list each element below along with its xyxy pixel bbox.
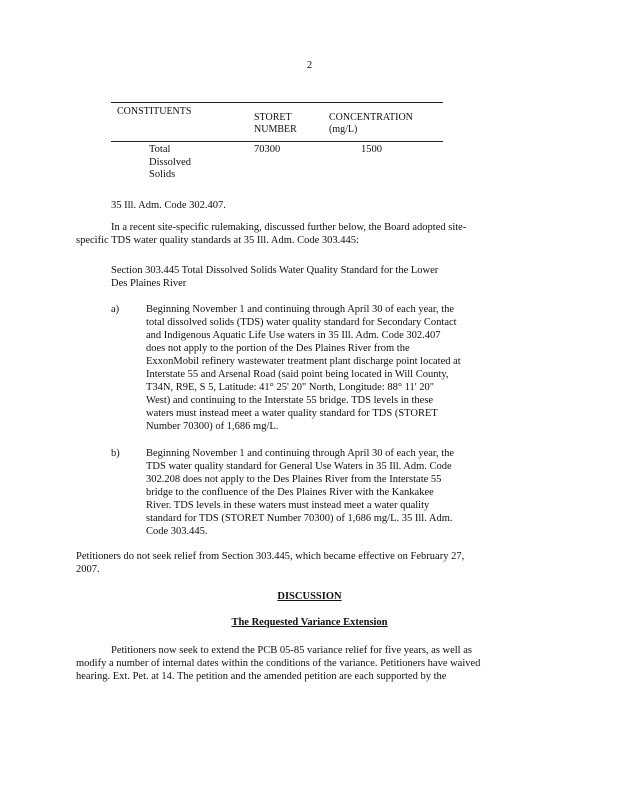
item-a — [111, 303, 561, 433]
discussion-heading: DISCUSSION — [277, 591, 342, 602]
item-b-label: b) — [111, 448, 120, 459]
table-cell-storet: 70300 — [254, 144, 281, 155]
item-a-label: a) — [111, 304, 120, 315]
table-top-rule — [111, 102, 443, 103]
table-header-concentration: CONCENTRATION (mg/L) — [329, 112, 413, 135]
item-b-text: Beginning November 1 and continuing through April 30 of each year, the TDS water quality standard for General Use Waters in 35 Ill. Adm. Code 302.208 does not apply to the Des Plaines River from the Interstate 55 bridge to the confluence of the Des Plaines River with the Kankakee River. TDS levels in these waters must instead meet a water quality standard for TDS (STORET Number 70300) of 1,686 mg/L. 35 Ill. Adm. Code 303.445. — [146, 448, 455, 537]
page-number: 2 — [306, 60, 313, 71]
table-header-rule — [111, 141, 443, 142]
section-title: Section 303.445 Total Dissolved Solids Water Quality Standard for the Lower Des Plaines River — [111, 265, 439, 289]
final-paragraph: Petitioners now seek to extend the PCB 05-85 variance relief for five years, as well as modify a number of internal dates within the conditions of the variance. Petitioners have waived hearing. Ext. Pet. at 14. The petition and the amended petition are each supported by the — [76, 645, 481, 682]
table-header-storet: STORET NUMBER — [254, 112, 297, 135]
petitioners-note: Petitioners do not seek relief from Section 303.445, which became effective on February 27, 2007. — [76, 551, 465, 575]
item-b — [111, 447, 561, 538]
table-header-constituents: CONSTITUENTS — [117, 106, 192, 117]
citation: 35 Ill. Adm. Code 302.407. — [111, 200, 226, 211]
section-subheading: The Requested Variance Extension — [231, 617, 388, 628]
intro-paragraph: In a recent site-specific rulemaking, discussed further below, the Board adopted site- specific TDS water quality standards at 35 Ill. Adm. Code 303.445: — [76, 222, 467, 246]
table-cell-constituent: Total Dissolved Solids — [149, 144, 191, 180]
item-a-text: Beginning November 1 and continuing through April 30 of each year, the total dissolved solids (TDS) water quality standard for Secondary Contact and Indigenous Aquatic Life Use waters in 35 Ill. Adm. Code 302.407 does not apply to the portion of the Des Plaines River from the ExxonMobil refinery wastewater treatment plant discharge point located at Interstate 55 and Arsenal Road (said point being located in Will County, T34N, R9E, S 5, Latitude: 41° 25' 20" North, Longitude: 88° 11' 20" West) and continuing to the Interstate 55 bridge. TDS levels in these waters must instead meet a water quality standard for TDS (STORET Number 70300) of 1,686 mg/L. — [146, 304, 461, 432]
table-cell-concentration: 1500 — [361, 144, 382, 155]
